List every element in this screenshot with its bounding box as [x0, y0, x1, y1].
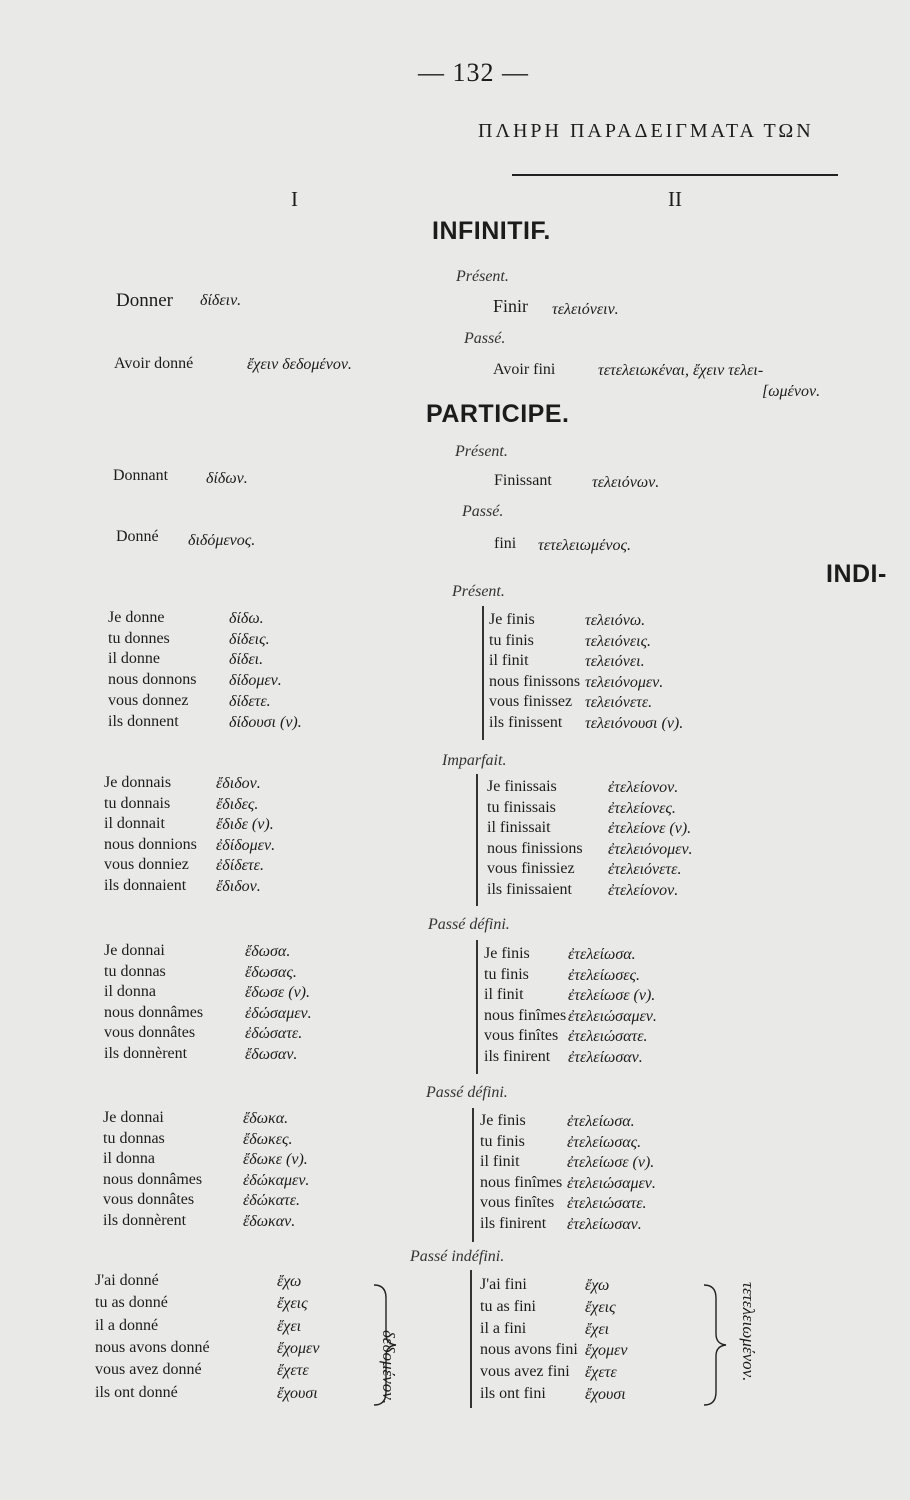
- greek-form: ἐτελείονον.: [608, 779, 679, 796]
- french-form: vous avez fini: [480, 1363, 570, 1381]
- tense-label: Passé.: [462, 503, 504, 520]
- greek-form: ἔχουσι: [585, 1386, 626, 1403]
- greek-form: ἔχετε: [277, 1362, 309, 1380]
- greek-infinitive-continuation: [ωμένον.: [762, 383, 821, 400]
- french-form: il donna: [103, 1150, 155, 1168]
- greek-form: ἐτελείονε (ν).: [608, 820, 692, 837]
- french-participle: fini: [494, 535, 517, 552]
- greek-form: ἐτελείωσε (ν).: [568, 987, 656, 1004]
- french-form: tu donnais: [104, 794, 171, 812]
- greek-form: ἔδωκα.: [243, 1110, 289, 1127]
- french-form: J'ai donné: [95, 1272, 159, 1289]
- french-form: tu donnas: [103, 1129, 165, 1147]
- tense-label: Présent.: [452, 583, 505, 600]
- french-form: il a donné: [95, 1316, 159, 1334]
- french-form: Je finissais: [487, 778, 557, 795]
- greek-infinitive: τετελειωκέναι, ἔχειν τελει-: [598, 362, 764, 379]
- french-form: vous finissez: [489, 693, 573, 710]
- french-form: nous donnâmes: [103, 1170, 203, 1188]
- french-form: il donnait: [104, 815, 165, 833]
- french-form: ils finirent: [484, 1047, 551, 1065]
- greek-form: ἔδωσα.: [245, 943, 291, 960]
- greek-infinitive: ἔχειν δεδομένον.: [247, 356, 352, 373]
- greek-form: ἔδωκες.: [243, 1130, 293, 1148]
- greek-form: τελειόνει.: [585, 653, 645, 670]
- greek-form: ἐδίδομεν.: [216, 836, 276, 854]
- greek-form: ἔχω: [585, 1277, 610, 1294]
- greek-form: ἐδίδετε.: [216, 857, 264, 875]
- greek-form: ἔχεις: [585, 1298, 616, 1316]
- greek-form: ἐτελειώσαμεν.: [567, 1174, 656, 1192]
- french-form: nous finîmes: [480, 1173, 563, 1191]
- french-form: ils donnèrent: [104, 1045, 188, 1062]
- french-form: tu finis: [489, 631, 534, 649]
- french-form: nous finissions: [487, 839, 583, 857]
- section-title-infinitif: INFINITIF.: [432, 217, 551, 245]
- greek-form: ἐτελείωσας.: [567, 1133, 642, 1151]
- greek-infinitive: δίδειν.: [200, 292, 242, 309]
- french-form: vous donniez: [104, 856, 189, 874]
- french-participle: Donné: [116, 528, 159, 545]
- greek-form: δίδομεν.: [229, 672, 282, 690]
- french-form: vous donnâtes: [103, 1191, 195, 1209]
- french-form: nous donnons: [108, 671, 197, 689]
- french-form: Je donnai: [103, 1109, 164, 1126]
- greek-participle: δίδων.: [206, 470, 248, 487]
- french-form: ils ont fini: [480, 1385, 546, 1402]
- greek-form: ἔχει: [277, 1317, 302, 1335]
- greek-form: ἐτελειώσαμεν.: [568, 1007, 657, 1025]
- greek-form: τελειόνω.: [585, 612, 646, 629]
- greek-form: τελειόνετε.: [585, 694, 653, 711]
- french-form: ils finissaient: [487, 880, 572, 898]
- greek-form: ἐτελείωσες.: [568, 966, 640, 984]
- greek-form: δίδουσι (ν).: [229, 713, 302, 731]
- french-form: tu donnes: [108, 629, 170, 647]
- french-infinitive: Avoir donné: [114, 355, 194, 372]
- greek-form: ἐτελείωσα.: [567, 1113, 635, 1130]
- greek-form: ἐτελείωσαν.: [568, 1048, 643, 1066]
- greek-form: ἔχω: [277, 1273, 302, 1290]
- french-form: vous finîtes: [484, 1027, 559, 1044]
- french-form: ils donnaient: [104, 877, 187, 894]
- french-form: il a fini: [480, 1319, 527, 1337]
- french-form: Je donne: [108, 609, 165, 626]
- greek-form: δίδει.: [229, 651, 264, 669]
- greek-form: ἔδιδον.: [216, 878, 261, 895]
- greek-form: ἐτελειόνομεν.: [608, 840, 693, 858]
- french-participle: Finissant: [494, 472, 552, 489]
- brace-label-right: τετελειωμένον.: [739, 1282, 758, 1382]
- french-form: Je finis: [484, 945, 530, 962]
- french-form: ils finirent: [480, 1214, 547, 1232]
- french-form: nous finissons: [489, 672, 581, 690]
- greek-participle: τετελειωμένος.: [538, 537, 631, 554]
- french-form: vous avez donné: [95, 1361, 202, 1379]
- greek-form: ἔδιδες.: [216, 795, 259, 813]
- french-form: tu finis: [480, 1132, 525, 1150]
- greek-participle: διδόμενος.: [188, 532, 256, 549]
- french-form: il finit: [480, 1153, 520, 1170]
- greek-form: ἐτελείονον.: [608, 881, 679, 899]
- greek-form: ἔχετε: [585, 1364, 617, 1382]
- french-form: il donne: [108, 650, 160, 668]
- french-form: vous donnez: [108, 691, 189, 709]
- page-number: — 132 —: [418, 58, 529, 87]
- greek-form: ἔδωσαν.: [245, 1046, 298, 1063]
- french-infinitive: Donner: [116, 290, 173, 311]
- right-brace: [702, 1282, 732, 1408]
- greek-form: δίδετε.: [229, 692, 271, 710]
- french-form: tu as fini: [480, 1297, 536, 1315]
- greek-form: ἔδωκε (ν).: [243, 1151, 308, 1169]
- column-divider: [472, 1108, 474, 1242]
- french-form: vous finissiez: [487, 860, 575, 877]
- french-form: nous donnâmes: [104, 1003, 204, 1021]
- french-form: tu as donné: [95, 1294, 168, 1312]
- french-form: Je finis: [480, 1112, 526, 1129]
- french-infinitive: Finir: [493, 296, 529, 316]
- french-form: il donna: [104, 983, 156, 1001]
- greek-form: ἐτελειώσατε.: [568, 1028, 648, 1045]
- french-form: ils donnent: [108, 712, 179, 730]
- greek-form: ἐδώκαμεν.: [243, 1171, 310, 1189]
- french-form: ils finissent: [489, 713, 563, 731]
- greek-participle: τελειόνων.: [592, 474, 660, 491]
- greek-form: ἔχουσι: [277, 1384, 318, 1402]
- header-rule: [512, 174, 838, 176]
- french-form: ils ont donné: [95, 1383, 178, 1401]
- french-form: tu finissais: [487, 798, 556, 816]
- french-form: vous finîtes: [480, 1194, 555, 1211]
- greek-form: ἔδωσε (ν).: [245, 984, 310, 1002]
- greek-form: ἔδωσας.: [245, 963, 297, 981]
- french-form: vous donnâtes: [104, 1024, 196, 1042]
- tense-label: Présent.: [456, 268, 509, 285]
- greek-form: δίδω.: [229, 610, 264, 627]
- french-participle: Donnant: [113, 467, 169, 484]
- greek-form: ἐτελείωσα.: [568, 946, 636, 963]
- greek-form: ἔχομεν: [585, 1342, 628, 1360]
- french-form: nous donnions: [104, 835, 197, 853]
- greek-form: ἔχομεν: [277, 1339, 320, 1357]
- greek-form: ἔδωκαν.: [243, 1213, 296, 1230]
- french-form: il finit: [489, 652, 529, 669]
- tense-label: Présent.: [455, 443, 508, 460]
- tense-label: Passé défini.: [428, 916, 510, 933]
- brace-label-left: δεδομένον.: [379, 1330, 398, 1405]
- section-title-indicatif: INDI-: [826, 560, 887, 588]
- column-divider: [482, 606, 484, 740]
- column-divider: [476, 774, 478, 906]
- tense-label: Passé défini.: [426, 1084, 508, 1101]
- french-form: tu finis: [484, 965, 529, 983]
- greek-form: ἐτελειώσατε.: [567, 1195, 647, 1212]
- greek-form: τελειόνεις.: [585, 632, 652, 650]
- greek-form: ἐτελείωσε (ν).: [567, 1154, 655, 1171]
- tense-label: Passé.: [464, 330, 506, 347]
- greek-form: τελειόνομεν.: [585, 673, 664, 691]
- tense-label: Passé indéfini.: [410, 1248, 505, 1265]
- french-form: nous avons fini: [480, 1341, 578, 1359]
- tense-label: Imparfait.: [442, 752, 507, 769]
- greek-form: ἐτελειόνετε.: [608, 861, 682, 878]
- greek-form: ἐδώσατε.: [245, 1025, 303, 1043]
- french-infinitive: Avoir fini: [493, 361, 556, 378]
- greek-infinitive: τελειόνειν.: [552, 301, 619, 318]
- french-form: il finit: [484, 986, 524, 1003]
- column-divider: [470, 1270, 472, 1408]
- greek-form: ἔδιδον.: [216, 775, 261, 792]
- french-form: ils donnèrent: [103, 1212, 187, 1229]
- greek-form: ἔχει: [585, 1320, 610, 1338]
- french-form: Je donnai: [104, 942, 165, 959]
- french-form: Je finis: [489, 611, 535, 628]
- greek-form: ἐδώσαμεν.: [245, 1004, 312, 1022]
- french-form: il finissait: [487, 819, 551, 836]
- running-head: ΠΛΗΡΗ ΠΑΡΑΔΕΙΓΜΑΤΑ ΤΩΝ: [478, 120, 814, 142]
- french-form: nous avons donné: [95, 1338, 210, 1356]
- greek-form: δίδεις.: [229, 630, 270, 648]
- french-form: Je donnais: [104, 774, 172, 791]
- greek-form: ἔχεις: [277, 1295, 308, 1313]
- french-form: tu donnas: [104, 962, 166, 980]
- column-number-left: I: [291, 187, 298, 211]
- greek-form: ἔδιδε (ν).: [216, 816, 274, 834]
- french-form: nous finîmes: [484, 1006, 567, 1024]
- french-form: J'ai fini: [480, 1276, 527, 1293]
- column-divider: [476, 940, 478, 1074]
- greek-form: ἐτελείονες.: [608, 799, 676, 817]
- greek-form: τελειόνουσι (ν).: [585, 714, 684, 732]
- column-number-right: II: [668, 187, 682, 211]
- section-title-participe: PARTICIPE.: [426, 400, 570, 428]
- greek-form: ἐδώκατε.: [243, 1192, 301, 1210]
- greek-form: ἐτελείωσαν.: [567, 1215, 642, 1233]
